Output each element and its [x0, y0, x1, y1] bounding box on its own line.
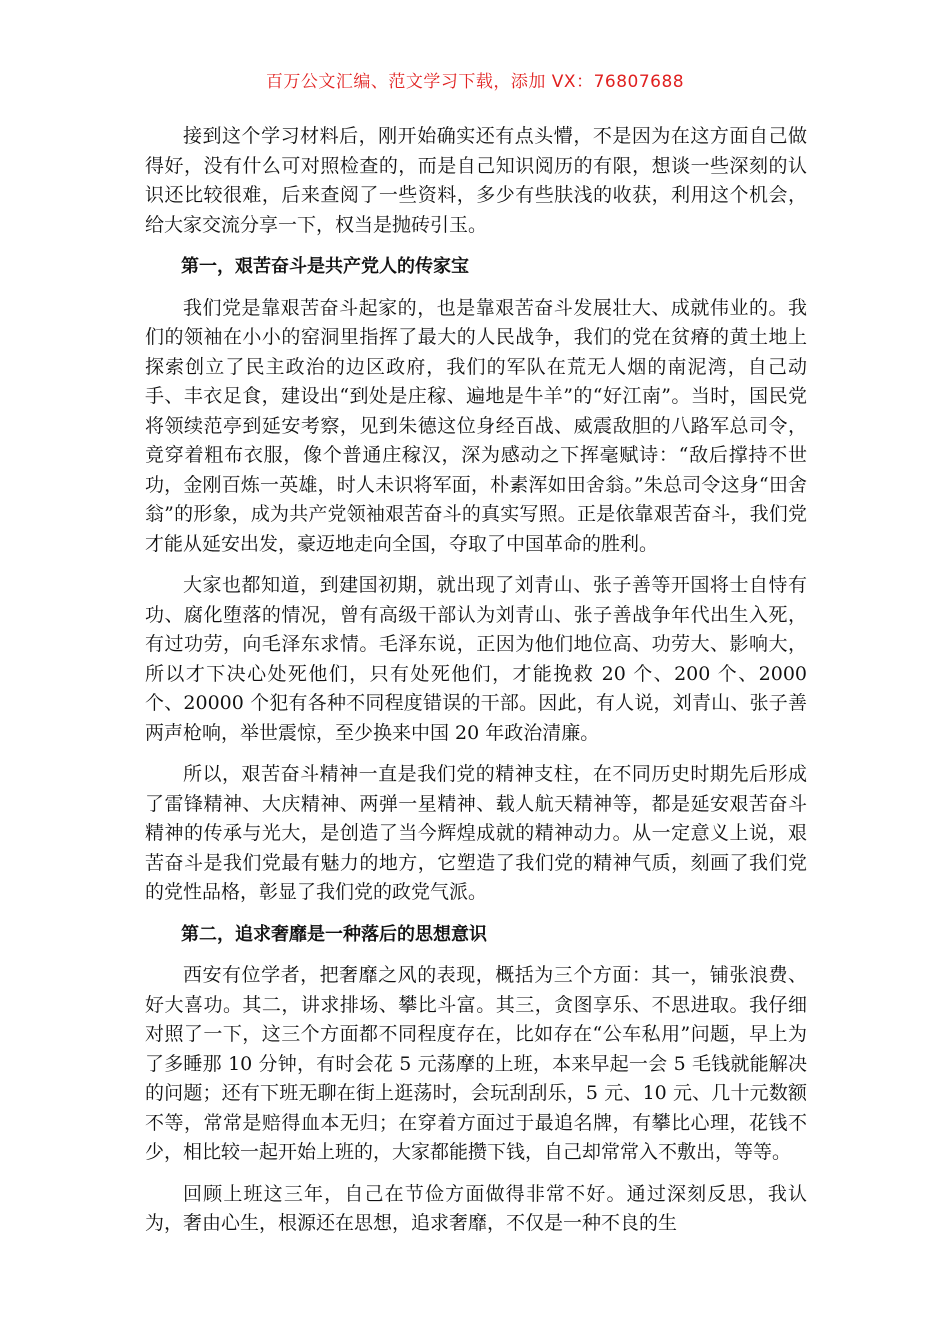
body-paragraph: 回顾上班这三年，自己在节俭方面做得非常不好。通过深刻反思，我认为，奢由心生，根源还在思想，追求奢靡，不仅是一种不良的生: [145, 1182, 807, 1234]
body-paragraph: 所以，艰苦奋斗精神一直是我们党的精神支柱，在不同历史时期先后形成了雷锋精神、大庆精神、两弹一星精神、载人航天精神等，都是延安艰苦奋斗精神的传承与光大，是创造了当今辉煌成就的精神动力。从一定意义上说，艰苦奋斗是我们党最有魅力的地方，它塑造了我们党的精神气质，刻画了我们党的党性品格，彰显了我们党的政党气派。: [145, 763, 807, 903]
body-paragraph: 西安有位学者，把奢靡之风的表现，概括为三个方面：其一，铺张浪费、好大喜功。其二，讲求排场、攀比斗富。其三，贪图享乐、不思进取。我仔细对照了一下，这三个方面都不同程度存在，比如存在“公车私用”问题，早上为了多睡那 10 分钟，有时会花 5 元荡摩的上班，本来早起一会 5 毛钱就能解决的问题；还有下班无聊在街上逛荡时，会玩刮刮乐，5 元、10 元、几十元数额不等，常常是赔得血本无归；在穿着方面过于最追名牌，有攀比心理，花钱不少，相比较一起开始上班的，大家都能攒下钱，自己却常常入不敷出，等等。: [145, 964, 807, 1163]
document-body: [145, 122, 807, 1251]
section-heading-1: 第一，艰苦奋斗是共产党人的传家宝: [181, 256, 469, 277]
intro-paragraph: 接到这个学习材料后，刚开始确实还有点头懵，不是因为在这方面自己做得好，没有什么可对照检查的，而是自己知识阅历的有限，想谈一些深刻的认识还比较很难，后来查阅了一些资料，多少有些肤浅的收获，利用这个机会，给大家交流分享一下，权当是抛砖引玉。: [145, 125, 807, 236]
body-paragraph: 大家也都知道，到建国初期，就出现了刘青山、张子善等开国将士自恃有功、腐化堕落的情况，曾有高级干部认为刘青山、张子善战争年代出生入死，有过功劳，向毛泽东求情。毛泽东说，正因为他们地位高、功劳大、影响大，所以才下决心处死他们，只有处死他们，才能挽救 20 个、200 个、2000 个、20000 个犯有各种不同程度错误的干部。因此，有人说，刘青山、张子善两声枪响，举世震惊，至少换来中国 20 年政治清廉。: [145, 574, 807, 744]
body-paragraph: 我们党是靠艰苦奋斗起家的，也是靠艰苦奋斗发展壮大、成就伟业的。我们的领袖在小小的窑洞里指挥了最大的人民战争，我们的党在贫瘠的黄土地上探索创立了民主政治的边区政府，我们的军队在荒无人烟的南泥湾，自己动手、丰衣足食，建设出“到处是庄稼、遍地是牛羊”的“好江南”。当时，国民党将领续范亭到延安考察，见到朱德这位身经百战、威震敌胆的八路军总司令，竟穿着粗布衣服，像个普通庄稼汉，深为感动之下挥毫赋诗：“敌后撑持不世功，金刚百炼一英雄，时人未识将军面，朴素浑如田舍翁。”朱总司令这身“田舍翁”的形象，成为共产党领袖艰苦奋斗的真实写照。正是依靠艰苦奋斗，我们党才能从延安出发，豪迈地走向全国，夺取了中国革命的胜利。: [145, 296, 807, 555]
section-heading-2: 第二，追求奢靡是一种落后的思想意识: [181, 923, 487, 945]
watermark-header: 百万公文汇编、范文学习下载，添加 VX：76807688: [265, 72, 685, 92]
